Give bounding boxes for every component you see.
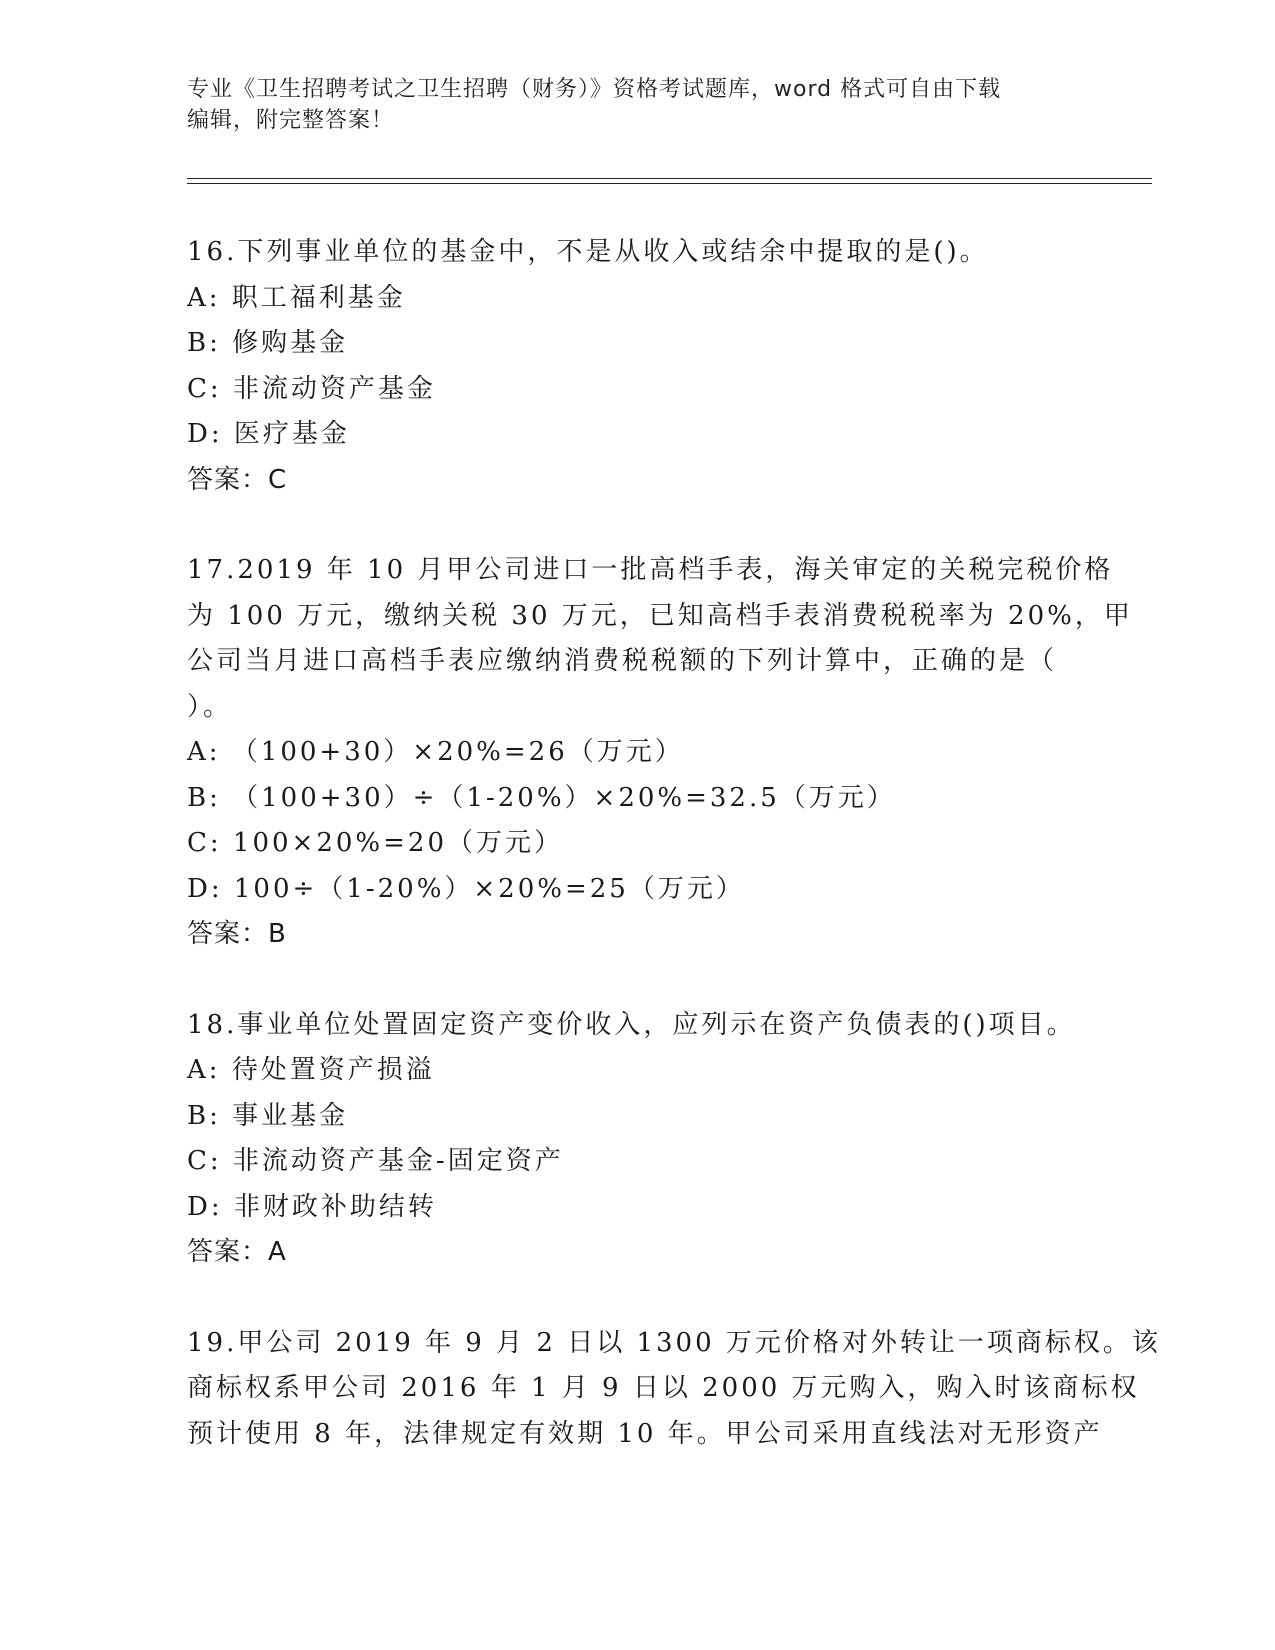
option-a: A: （100+30）×20%=26（万元）	[187, 737, 684, 767]
question-stem: 18.事业单位处置固定资产变价收入，应列示在资产负债表的()项目。	[187, 1009, 1076, 1040]
answer: 答案：C	[187, 464, 288, 495]
question-stem: 预计使用 8 年，法律规定有效期 10 年。甲公司采用直线法对无形资产	[187, 1418, 1103, 1449]
option-a: A: 待处置资产损溢	[187, 1055, 435, 1085]
option-a: A: 职工福利基金	[187, 282, 406, 313]
option-c: C: 非流动资产基金	[187, 373, 436, 404]
question-18	[187, 1003, 1087, 1276]
option-d: D: 100÷（1-20%）×20%=25（万元）	[187, 873, 745, 904]
document-header	[187, 74, 1087, 136]
option-c: C: 非流动资产基金-固定资产	[187, 1146, 564, 1176]
option-b: B: 修购基金	[187, 328, 349, 358]
question-stem: 17.2019 年 10 月甲公司进口一批高档手表，海关审定的关税完税价格	[187, 555, 1114, 585]
question-stem: 商标权系甲公司 2016 年 1 月 9 日以 2000 万元购入，购入时该商标权	[187, 1373, 1140, 1403]
question-stem: ）。	[187, 691, 233, 722]
option-d: D: 非财政补助结转	[187, 1191, 437, 1222]
question-19	[187, 1321, 1161, 1458]
header-line-2: 编辑，附完整答案！	[187, 108, 395, 133]
question-stem: 为 100 万元，缴纳关税 30 万元，已知高档手表消费税税率为 20%，甲	[187, 600, 1133, 631]
answer: 答案：B	[187, 919, 287, 949]
question-stem: 公司当月进口高档手表应缴纳消费税税额的下列计算中，正确的是（	[187, 646, 1058, 676]
option-b: B: 事业基金	[187, 1100, 349, 1131]
header-divider-top	[187, 178, 1152, 179]
header-line-1: 专业《卫生招聘考试之卫生招聘（财务）》资格考试题库，word 格式可自由下载	[187, 77, 1002, 102]
option-c: C: 100×20%=20（万元）	[187, 828, 563, 858]
answer: 答案：A	[187, 1237, 287, 1267]
question-stem: 16.下列事业单位的基金中，不是从收入或结余中提取的是()。	[187, 237, 989, 267]
question-17	[187, 548, 1133, 958]
option-b: B: （100+30）÷（1-20%）×20%=32.5（万元）	[187, 782, 896, 813]
option-d: D: 医疗基金	[187, 419, 350, 449]
question-list	[187, 230, 1161, 1457]
header-divider-bottom	[187, 183, 1152, 184]
question-16	[187, 230, 1087, 503]
question-stem: 19.甲公司 2019 年 9 月 2 日以 1300 万元价格对外转让一项商标权。该	[187, 1327, 1161, 1358]
